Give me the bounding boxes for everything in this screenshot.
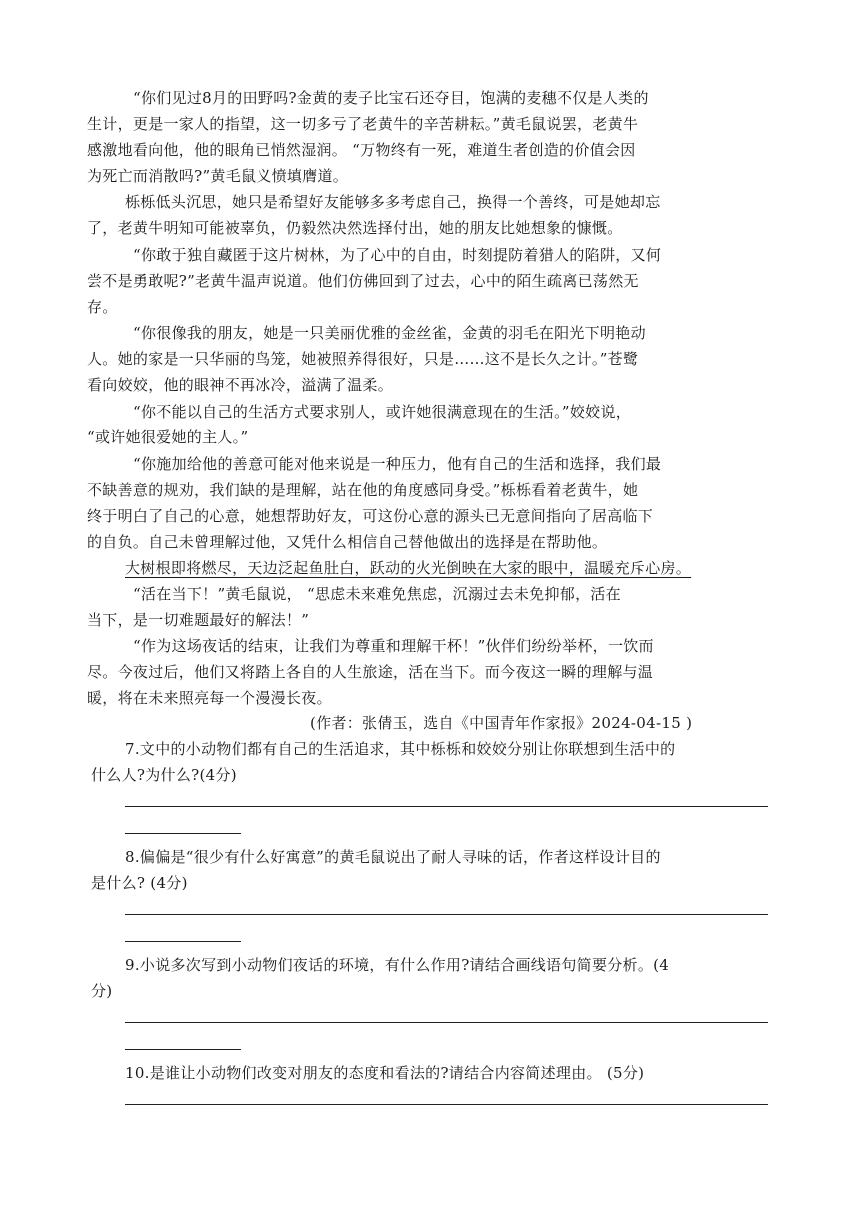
story-line: 不缺善意的规劝，我们缺的是理解，站在他的角度感同身受。”栎栎看着老黄牛，她 [87,481,639,499]
question-10-answer-line[interactable] [125,1104,768,1105]
story-line: 暖，将在未来照亮每一个漫漫长夜。 [87,689,332,707]
underlined-sentence: 大树根即将燃尽，天边泛起鱼肚白，跃动的火光倒映在大家的眼中，温暖充斥心房。 [125,559,692,577]
story-line: 为死亡而消散吗?”黄毛鼠义愤填膺道。 [87,167,349,185]
story-line: “你施加给他的善意可能对他来说是一种压力，他有自己的生活和选择，我们最 [133,455,662,473]
story-line: “作为这场夜话的结束，让我们为尊重和理解干杯！”伙伴们纷纷举杯，一饮而 [133,637,654,655]
story-line: 的自负。自己未曾理解过他，又凭什么相信自己替他做出的选择是在帮助他。 [87,533,608,551]
story-line: “你不能以自己的生活方式要求别人，或许她很满意现在的生活。”姣姣说， [133,403,632,421]
question-8-text: 8.偏偏是“很少有什么好寓意”的黄毛鼠说出了耐人寻味的话，作者这样设计目的 [125,848,661,866]
question-7-text: 7.文中的小动物们都有自己的生活追求，其中栎栎和姣姣分别让你联想到生活中的 [125,740,676,758]
question-8-text: 是什么? (4分) [91,874,188,892]
story-line: 栎栎低头沉思，她只是希望好友能够多多考虑自己，换得一个善终，可是她却忘 [125,193,661,211]
question-7-answer-line[interactable] [125,833,241,834]
story-line: “活在当下！”黄毛鼠说， “思虑未来难免焦虑，沉溺过去未免抑郁，活在 [133,585,621,603]
story-line: 看向姣姣，他的眼神不再冰冷，溢满了温柔。 [87,376,394,394]
question-10-text: 10.是谁让小动物们改变对朋友的态度和看法的?请结合内容简述理由。 (5分) [125,1064,645,1082]
story-line: “或许她很爱她的主人。” [87,428,249,446]
question-9-text: 9.小说多次写到小动物们夜话的环境，有什么作用?请结合画线语句简要分析。(4 [125,956,670,974]
story-line: 生计，更是一家人的指望，这一切多亏了老黄牛的辛苦耕耘。”黄毛鼠说罢，老黄牛 [87,115,639,133]
question-9-text: 分) [91,982,113,1000]
question-9-answer-line[interactable] [125,1022,768,1023]
story-line: “你很像我的朋友，她是一只美丽优雅的金丝雀，金黄的羽毛在阳光下明艳动 [133,324,646,342]
story-line: “你敢于独自藏匿于这片树林，为了心中的自由，时刻提防着猎人的陷阱，又何 [133,246,662,264]
question-7-text: 什么人?为什么?(4分) [91,766,237,784]
question-7-answer-line[interactable] [125,806,768,807]
story-line: 尽。今夜过后，他们又将踏上各自的人生旅途，活在当下。而今夜这一瞬的理解与温 [87,663,654,681]
story-line: “你们见过8月的田野吗?金黄的麦子比宝石还夺目，饱满的麦穗不仅是人类的 [133,89,649,107]
story-line: 终于明白了自己的心意，她想帮助好友，可这份心意的源头已无意间指向了居高临下 [87,507,654,525]
question-8-answer-line[interactable] [125,914,768,915]
story-line: 了，老黄牛明知可能被辜负，仍毅然决然选择付出，她的朋友比她想象的慷慨。 [87,219,623,237]
story-line: 人。她的家是一只华丽的鸟笼，她被照养得很好，只是……这不是长久之计。”苍鹭 [87,350,639,368]
story-line: 感激地看向他，他的眼角已悄然湿润。 “万物终有一死，难道生者创造的价值会因 [87,141,636,159]
question-9-answer-line[interactable] [125,1049,241,1050]
story-line: 尝不是勇敢呢?”老黄牛温声说道。他们仿佛回到了过去，心中的陌生疏离已荡然无 [87,272,639,290]
source-attribution: (作者：张倩玉，选自《中国青年作家报》2024-04-15 ) [310,714,693,732]
story-line: 存。 [87,298,118,316]
story-line: 当下，是一切难题最好的解法！” [87,611,310,629]
question-8-answer-line[interactable] [125,941,241,942]
